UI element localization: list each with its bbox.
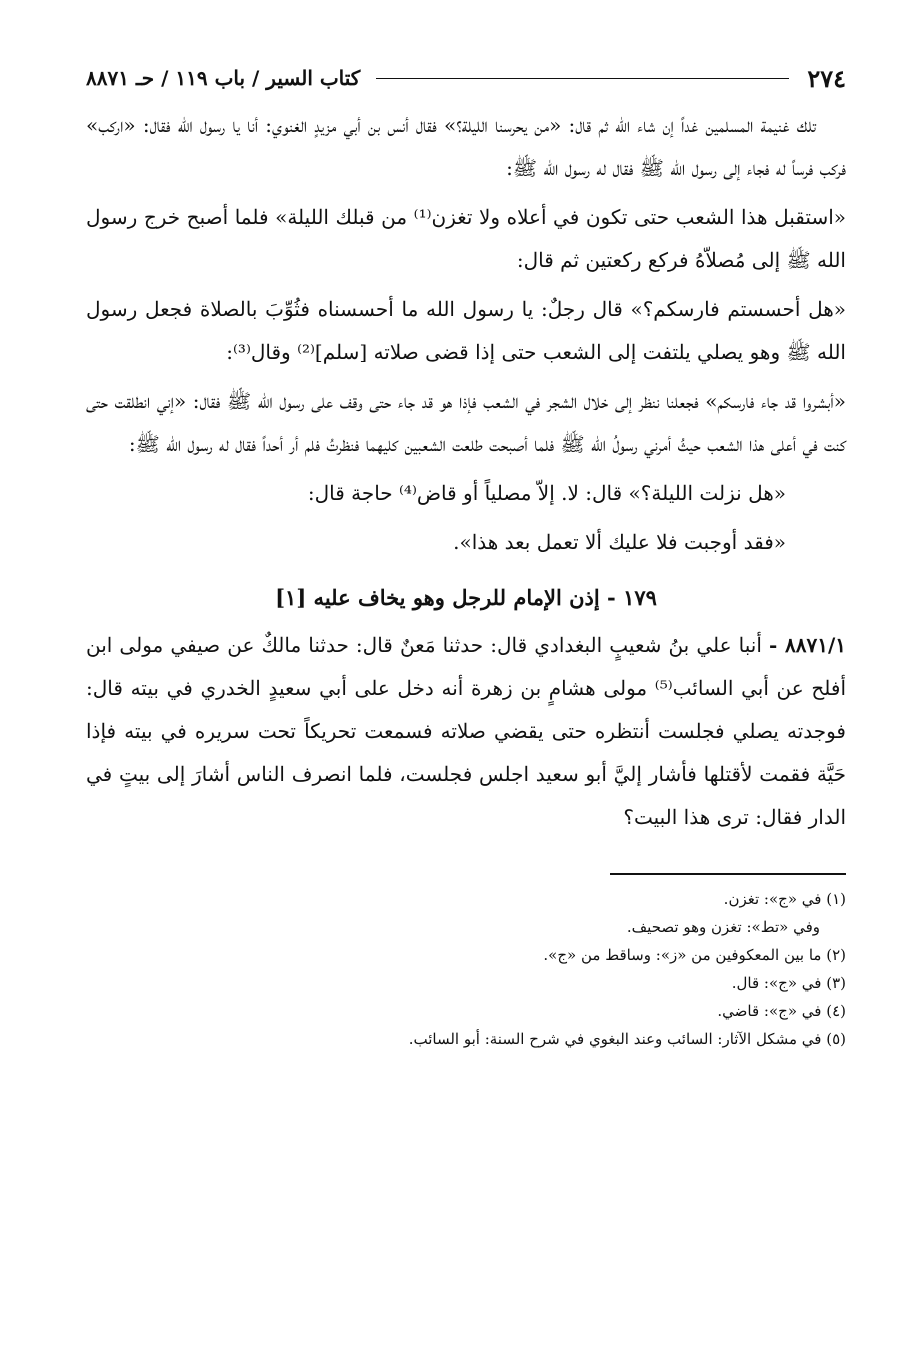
running-title: كتاب السير / باب ١١٩ / حـ ٨٨٧١ bbox=[86, 66, 361, 90]
footnote: وفي «تط»: تغزن وهو تصحيف. bbox=[626, 918, 820, 936]
paragraph: تلك غنيمة المسلمين غداً إن شاء الله ثم قال: «من يحرسنا الليلة؟» فقال أنس بن أبي مزيدٍ الغنوي: أنا يا رسول الله فقال: «اركب» فركب فرساً له فجاء إلى رسول الله ﷺ فقال له رسول الله ﷺ: bbox=[86, 113, 846, 180]
footnote: (٥) في مشكل الآثار: السائب وعند البغوي في شرح السنة: أبو السائب. bbox=[408, 1030, 846, 1048]
page-number: ٢٧٤ bbox=[807, 63, 846, 93]
header-rule bbox=[376, 78, 789, 79]
footnote: (٤) في «ج»: قاضي. bbox=[717, 1002, 846, 1020]
footnote: (٢) ما بين المعكوفين من «ز»: وساقط من «ج». bbox=[543, 946, 846, 964]
paragraph: «هل نزلت الليلة؟» قال: لا. إلاّ مصلياً أو قاض⁽⁴⁾ حاجة قال: bbox=[307, 481, 786, 505]
hadith-number: ٨٨٧١/١ - bbox=[769, 633, 847, 657]
footnote: (١) في «ج»: تغزن. bbox=[723, 890, 846, 908]
paragraph: «هل أحسستم فارسكم؟» قال رجلٌ: يا رسول الله ما أحسسناه فثُوِّبَ بالصلاة فجعل رسول الله ﷺ وهو يصلي يلتفت إلى الشعب حتى إذا قضى صلاته [سلم]⁽²⁾ وقال⁽³⁾: bbox=[86, 297, 846, 364]
paragraph: «أبشروا قد جاء فارسكم» فجعلنا ننظر إلى خلال الشجر في الشعب فإذا هو قد جاء حتى وقف على رسول الله ﷺ فقال: «إني انطلقت حتى كنت في أعلى هذا الشعب حيثُ أمرني رسولُ الله ﷺ فلما أصبحت طلعت الشعبين كليهما فنظرتُ فلم أر أحداً فقال له رسول الله ﷺ: bbox=[86, 389, 846, 456]
chapter-heading: ١٧٩ - إذن الإمام للرجل وهو يخاف عليه [١] bbox=[275, 585, 657, 610]
footnote-rule bbox=[610, 873, 846, 875]
page-header bbox=[86, 58, 846, 98]
hadith-text: أنبا علي بنُ شعيبٍ البغدادي قال: حدثنا مَعنٌ قال: حدثنا مالكٌ عن صيفي مولى ابن أفلح عن أبي السائب⁽⁵⁾ مولى هشامٍ بن زهرة أنه دخل على أبي سعيدٍ الخدري في بيته قال: فوجدته يصلي فجلست أنتظره حتى يقضي صلاته فسمعت تحريكاً تحت سريره في بيته فإذا حَيَّة فقمت لأقتلها فأشار إليَّ أبو سعيد اجلس فجلست، فلما انصرف الناس أشارَ إلى بيتٍ في الدار فقال: ترى هذا البيت؟ bbox=[86, 633, 846, 829]
footnote: (٣) في «ج»: قال. bbox=[731, 974, 846, 992]
book-page bbox=[86, 58, 846, 1053]
paragraph: «استقبل هذا الشعب حتى تكون في أعلاه ولا تغزن⁽¹⁾ من قبلك الليلة» فلما أصبح خرج رسول الله ﷺ إلى مُصلاّهُ فركع ركعتين ثم قال: bbox=[86, 205, 846, 272]
paragraph: «فقد أوجبت فلا عليك ألا تعمل بعد هذا». bbox=[453, 530, 786, 554]
hadith-paragraph bbox=[86, 624, 846, 839]
